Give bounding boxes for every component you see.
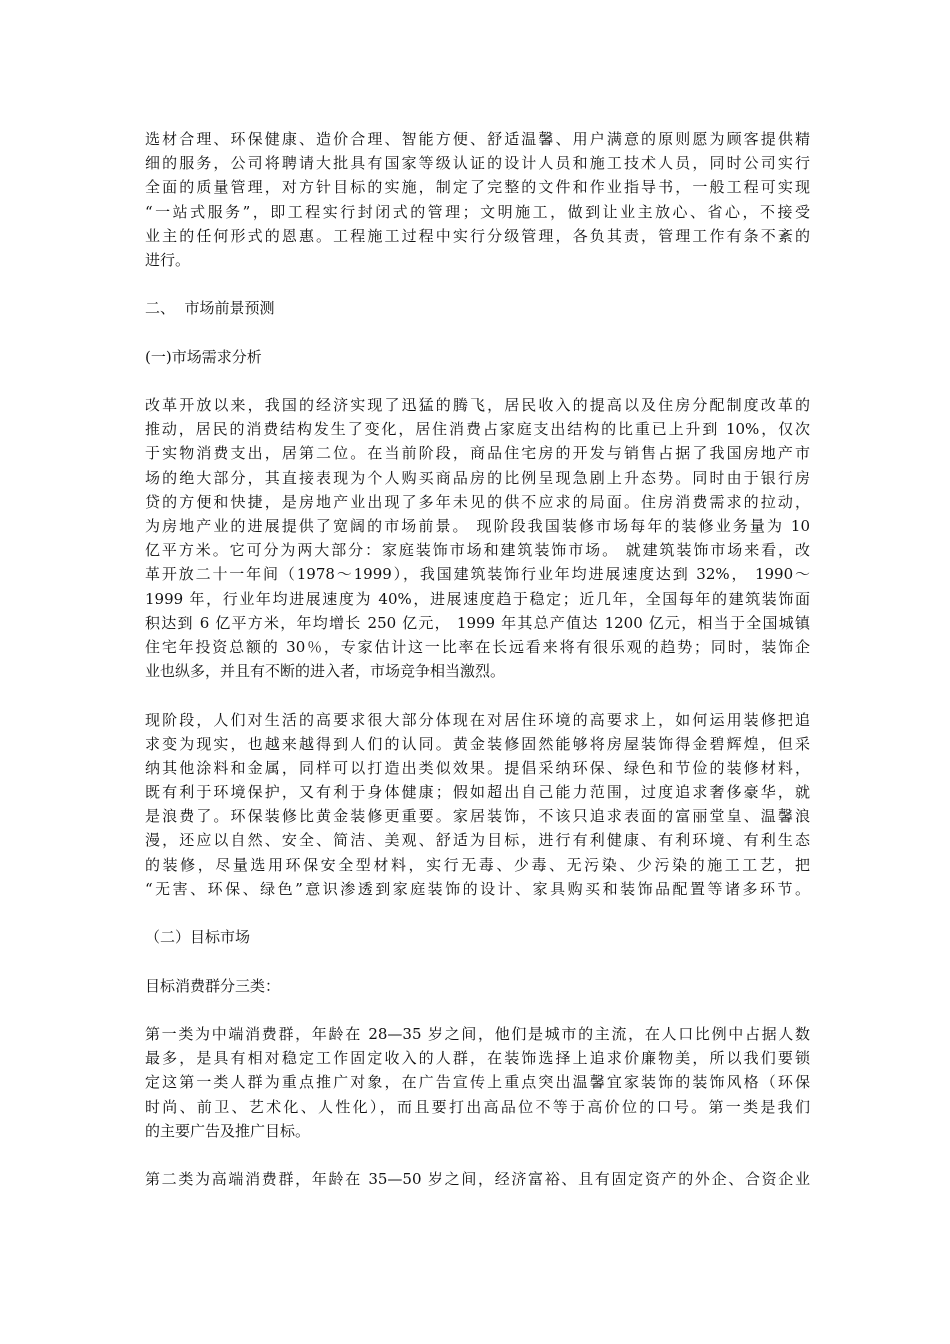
text-line: 业主的任何形式的恩惠。工程施工过程中实行分级管理，各负其责，管理工作有条不紊的 (145, 226, 810, 245)
text-line: 纳其他涂料和金属，同样可以打造出类似效果。提倡采纳环保、绿色和节俭的装修材料， (145, 758, 810, 777)
text-line: 于实物消费支出，居第二位。在当前阶段，商品住宅房的开发与销售占据了我国房地产市 (145, 444, 810, 463)
paragraph-market-demand (145, 393, 810, 683)
text-line: 定这第一类人群为重点推广对象，在广告宣传上重点突出温馨宜家装饰的装饰风格（环保 (145, 1073, 810, 1092)
heading-text: (一)市场需求分析 (145, 347, 262, 366)
text-line: 目标消费群分三类： (145, 976, 281, 995)
text-line: 漫，还应以自然、安全、简洁、美观、舒适为目标，进行有利健康、有利环境、有利生态 (145, 831, 810, 850)
text-line: “无害、环保、绿色”意识渗透到家庭装饰的设计、家具购买和装饰品配置等诸多环节。 (145, 879, 810, 898)
text-line: 业也纵多，并且有不断的进入者，市场竞争相当激烈。 (145, 662, 506, 681)
paragraph-segment-one (145, 1022, 810, 1143)
text-line: 进行。 (145, 250, 191, 269)
text-line: 贷的方便和快捷，是房地产业出现了多年未见的供不应求的局面。住房消费需求的拉动， (145, 492, 810, 511)
paragraph-service-principles (145, 127, 810, 272)
section-heading-market-forecast (145, 296, 810, 320)
text-line: 求变为现实，也越来越得到人们的认同。黄金装修固然能够将房屋装饰得金碧辉煌，但采 (145, 734, 810, 753)
text-line: 既有利于环境保护，又有利于身体健康；假如超出自己能力范围，过度追求奢侈豪华，就 (145, 783, 810, 802)
subsection-heading-demand-analysis (145, 345, 810, 369)
text-line: 推动，居民的消费结构发生了变化，居住消费占家庭支出结构的比重已上升到 10%，仅次 (145, 420, 810, 439)
subsection-heading-target-market (145, 925, 810, 949)
text-line: 积达到 6 亿平方米，年均增长 250 亿元， 1999 年其总产值达 1200 亿元，相当于全国城镇 (145, 613, 810, 632)
text-line: 是浪费了。环保装修比黄金装修更重要。家居装饰，不该只追求表面的富丽堂皇、温馨浪 (145, 807, 810, 826)
text-line: 全面的质量管理，对方针目标的实施，制定了完整的文件和作业指导书，一般工程可实现 (145, 178, 810, 197)
paragraph-green-decoration (145, 708, 810, 902)
text-line: 细的服务，公司将聘请大批具有国家等级认证的设计人员和施工技术人员，同时公司实行 (145, 154, 810, 173)
paragraph-target-intro (145, 974, 810, 998)
heading-text: （二）目标市场 (145, 928, 251, 947)
document-body (145, 127, 810, 1215)
heading-text: 二、 市场前景预测 (145, 299, 275, 318)
text-line: 第一类为中端消费群，年龄在 28—35 岁之间，他们是城市的主流，在人口比例中占据人数 (145, 1024, 810, 1043)
text-line: 的装修，尽量选用环保安全型材料，实行无毒、少毒、无污染、少污染的施工工艺，把 (145, 855, 810, 874)
text-line: 现阶段，人们对生活的高要求很大部分体现在对居住环境的高要求上，如何运用装修把追 (145, 710, 810, 729)
text-line: 革开放二十一年间（1978～1999），我国建筑装饰行业年均进展速度达到 32%， 1990～ (145, 565, 810, 584)
text-line: 住宅年投资总额的 30％，专家估计这一比率在长远看来将有很乐观的趋势；同时，装饰企 (145, 637, 810, 656)
text-line: 1999 年，行业年均进展速度为 40%，进展速度趋于稳定；近几年，全国每年的建筑装饰面 (145, 589, 810, 608)
paragraph-segment-two (145, 1167, 810, 1191)
text-line: 选材合理、环保健康、造价合理、智能方便、舒适温馨、用户满意的原则愿为顾客提供精 (145, 130, 810, 148)
text-line: 场的绝大部分，其直接表现为个人购买商品房的比例呈现急剧上升态势。同时由于银行房 (145, 468, 810, 487)
text-line: 改革开放以来，我国的经济实现了迅猛的腾飞，居民收入的提高以及住房分配制度改革的 (145, 396, 810, 415)
text-line: 时尚、前卫、艺术化、人性化），而且要打出高品位不等于高价位的口号。第一类是我们 (145, 1097, 810, 1116)
text-line: 最多，是具有相对稳定工作固定收入的人群，在装饰选择上追求价廉物美，所以我们要锁 (145, 1049, 810, 1068)
text-line: 为房地产业的进展提供了宽阔的市场前景。 现阶段我国装修市场每年的装修业务量为 10 (145, 517, 810, 535)
text-line: “一站式服务”，即工程实行封闭式的管理；文明施工，做到让业主放心、省心，不接受 (145, 202, 810, 221)
text-line: 第二类为高端消费群，年龄在 35—50 岁之间，经济富裕、且有固定资产的外企、合资企业 (145, 1170, 810, 1189)
text-line: 的主要广告及推广目标。 (145, 1121, 311, 1140)
text-line: 亿平方米。它可分为两大部分：家庭装饰市场和建筑装饰市场。 就建筑装饰市场来看，改 (145, 541, 810, 560)
